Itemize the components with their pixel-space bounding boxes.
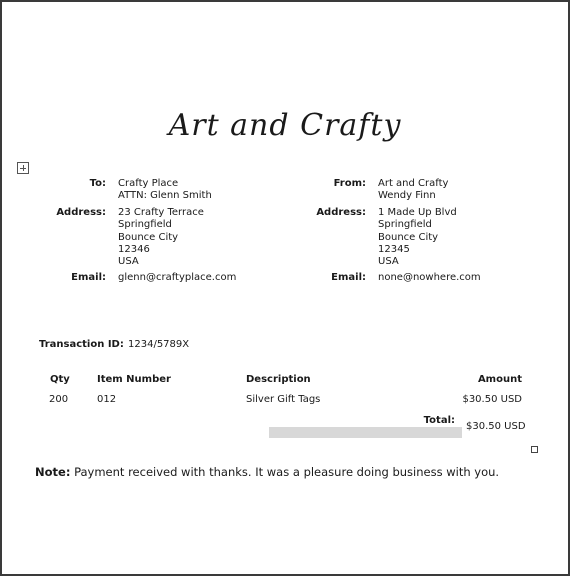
table-move-handle-icon[interactable] (17, 162, 29, 174)
from-label: From: (333, 178, 366, 189)
from-address-line: Springfield (378, 219, 432, 231)
col-header-amount: Amount (477, 374, 522, 385)
to-address-line: Bounce City (118, 231, 179, 243)
from-line: Art and Crafty (378, 178, 449, 189)
to-line: ATTN: Glenn Smith (118, 190, 212, 202)
col-header-item-number: Item Number (97, 374, 171, 385)
to-label: To: (89, 178, 106, 189)
col-header-description: Description (246, 374, 311, 385)
transaction-id-label: Transaction ID: (39, 339, 124, 350)
col-header-qty: Qty (50, 374, 70, 385)
note-text: Payment received with thanks. It was a pleasure doing business with you. (74, 465, 500, 479)
to-line: Crafty Place (118, 178, 179, 189)
to-address-line: USA (118, 256, 139, 268)
to-address-line: 23 Crafty Terrace (118, 207, 204, 218)
to-address-label: Address: (56, 207, 106, 218)
to-email: glenn@craftyplace.com (118, 272, 237, 283)
from-address (378, 207, 457, 268)
from-sender (378, 178, 448, 203)
note (35, 465, 499, 479)
transaction-id-value: 1234/5789X (128, 339, 190, 350)
cell-qty: 200 (49, 394, 69, 405)
to-address (118, 207, 204, 268)
to-email-label: Email: (71, 272, 106, 283)
document-title: Art and Crafty (168, 108, 402, 143)
from-address-line: Bounce City (378, 231, 439, 243)
from-address-label: Address: (316, 207, 366, 218)
total-field-shading (269, 427, 462, 438)
from-email: none@nowhere.com (378, 272, 481, 283)
to-recipient (118, 178, 212, 203)
from-address-line: 1 Made Up Blvd (378, 207, 457, 218)
cell-description: Silver Gift Tags (246, 394, 321, 405)
from-line: Wendy Finn (378, 190, 436, 202)
from-address-line: 12345 (378, 243, 410, 255)
from-email-label: Email: (331, 272, 366, 283)
from-address-line: USA (378, 256, 399, 268)
to-address-line: 12346 (118, 243, 150, 255)
note-label: Note: (35, 465, 71, 479)
table-resize-handle-icon[interactable] (531, 446, 538, 453)
cell-item-number: 012 (97, 394, 117, 405)
total-label: Total: (423, 415, 455, 426)
to-address-line: Springfield (118, 219, 172, 231)
cell-amount: $30.50 USD (462, 394, 522, 405)
total-value: $30.50 USD (466, 421, 526, 432)
